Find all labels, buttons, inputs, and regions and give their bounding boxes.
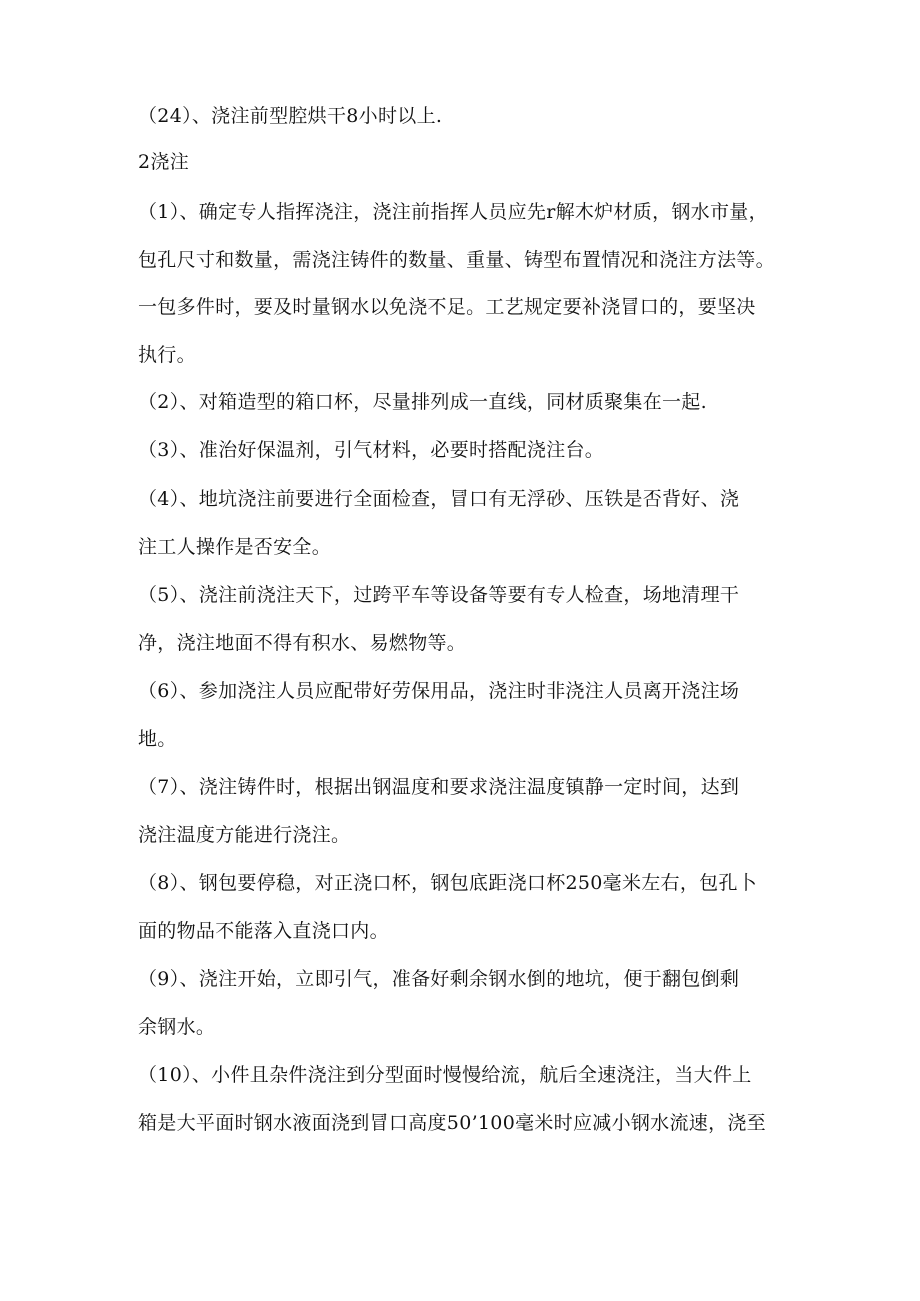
text-line: （8）、钢包要停稳，对正浇口杯，钢包底距浇口杯250毫米左右，包孔卜	[138, 872, 758, 894]
text-line: 执行。	[138, 344, 196, 366]
text-line: （9）、浇注开始，立即引气，准备好剩余钢水倒的地坑，便于翻包倒剩	[138, 968, 740, 990]
text-line: （10）、小件且杂件浇注到分型面时慢慢给流，航后全速浇注，当大件上	[138, 1064, 752, 1086]
text-line: 箱是大平面时钢水液面浇到冒口高度50’100毫米时应减小钢水流速，浇至	[138, 1112, 766, 1134]
text-line: 一包多件时，要及时量钢水以免浇不足。工艺规定要补浇冒口的，要坚决	[138, 296, 756, 318]
text-line: （7）、浇注铸件时，根据出钢温度和要求浇注温度镇静一定时间，达到	[138, 776, 740, 798]
text-line: （2）、对箱造型的箱口杯，尽量排列成一直线，同材质聚集在一起.	[138, 391, 707, 413]
text-line: （4）、地坑浇注前要进行全面检查，冒口有无浮砂、压铁是否背好、浇	[138, 488, 740, 510]
text-line: 净，浇注地面不得有积水、易燃物等。	[138, 632, 467, 654]
text-line: 包孔尺寸和数量，需浇注铸件的数量、重量、铸型布置情况和浇注方法等。	[138, 249, 775, 271]
text-line: （24）、浇注前型腔烘干8小时以上.	[138, 105, 443, 127]
text-line: 地。	[138, 728, 177, 750]
text-line: 面的物品不能落入直浇口内。	[138, 920, 389, 942]
text-line: 注工人操作是否安全。	[138, 536, 332, 558]
text-line: （3）、准治好保温剂，引气材料，必要时搭配浇注台。	[138, 439, 605, 461]
section-heading: 2浇注	[138, 151, 189, 173]
text-line: 余钢水。	[138, 1016, 216, 1038]
text-line: 浇注温度方能进行浇注。	[138, 824, 351, 846]
text-line: （6）、参加浇注人员应配带好劳保用品，浇注时非浇注人员离开浇注场	[138, 680, 740, 702]
text-line: （1）、确定专人指挥浇注，浇注前指挥人员应先r解木炉材质，钢水市量，	[138, 201, 768, 223]
text-line: （5）、浇注前浇注天下，过跨平车等设备等要有专人检查，场地清理干	[138, 584, 740, 606]
